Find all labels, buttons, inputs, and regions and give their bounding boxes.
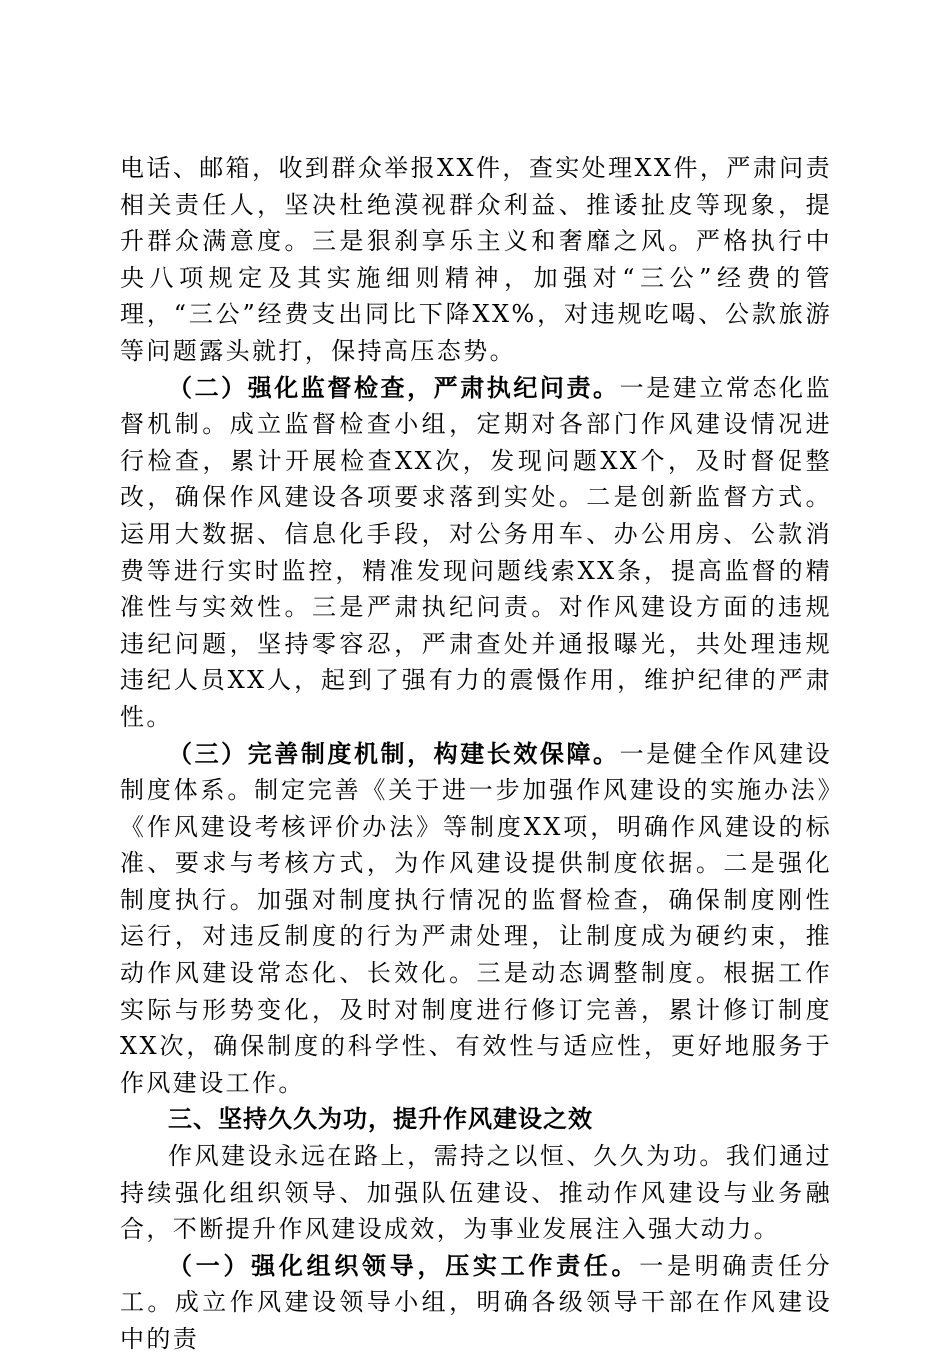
paragraph-supervision <box>120 370 832 736</box>
paragraph-text: 一是建立常态化监督机制。成立监督检查小组，定期对各部门作风建设情况进行检查，累计开展检查XX次，发现问题XX个，及时督促整改，确保作风建设各项要求落到实处。二是创新监督方式。运用大数据、信息化手段，对公务用车、办公用房、公款消费等进行实时监控，精准发现问题线索XX条，提高监督的精准性与实效性。三是严肃执纪问责。对作风建设方面的违规违纪问题，坚持零容忍，严肃查处并通报曝光，共处理违规违纪人员XX人，起到了强有力的震慑作用，维护纪律的严肃性。 <box>120 373 832 731</box>
section-heading: 三、坚持久久为功，提升作风建设之效 <box>168 1105 593 1134</box>
paragraph-lead: （三）完善制度机制，构建长效保障。 <box>168 738 620 768</box>
paragraph-leadership <box>120 1248 832 1358</box>
document-body <box>120 150 832 1358</box>
paragraph-lead: （一）强化组织领导，压实工作责任。 <box>168 1250 640 1280</box>
paragraph-lead: （二）强化监督检查，严肃执纪问责。 <box>168 372 620 402</box>
paragraph-text: 一是健全作风建设制度体系。制定完善《关于进一步加强作风建设的实施办法》《作风建设考核评价办法》等制度XX项，明确作风建设的标准、要求与考核方式，为作风建设提供制度依据。二是强化制度执行。加强对制度执行情况的监督检查，确保制度刚性运行，对违反制度的行为严肃处理，让制度成为硬约束，推动作风建设常态化、长效化。三是动态调整制度。根据工作实际与形势变化，及时对制度进行修订完善，累计修订制度XX次，确保制度的科学性、有效性与适应性，更好地服务于作风建设工作。 <box>120 739 832 1097</box>
paragraph-continued <box>120 150 832 370</box>
paragraph-institutions <box>120 736 832 1102</box>
paragraph-text: 电话、邮箱，收到群众举报XX件，查实处理XX件，严肃问责相关责任人，坚决杜绝漠视群众利益、推诿扯皮等现象，提升群众满意度。三是狠刹享乐主义和奢靡之风。严格执行中央八项规定及其实施细则精神，加强对“三公”经费的管理，“三公”经费支出同比下降XX%，对违规吃喝、公款旅游等问题露头就打，保持高压态势。 <box>120 154 832 365</box>
section-intro-paragraph: 作风建设永远在路上，需持之以恒、久久为功。我们通过持续强化组织领导、加强队伍建设、推动作风建设与业务融合，不断提升作风建设成效，为事业发展注入强大动力。 <box>120 1142 832 1244</box>
paragraph-text: 一是明确责任分工。成立作风建设领导小组，明确各级领导干部在作风建设中的责 <box>120 1251 832 1353</box>
